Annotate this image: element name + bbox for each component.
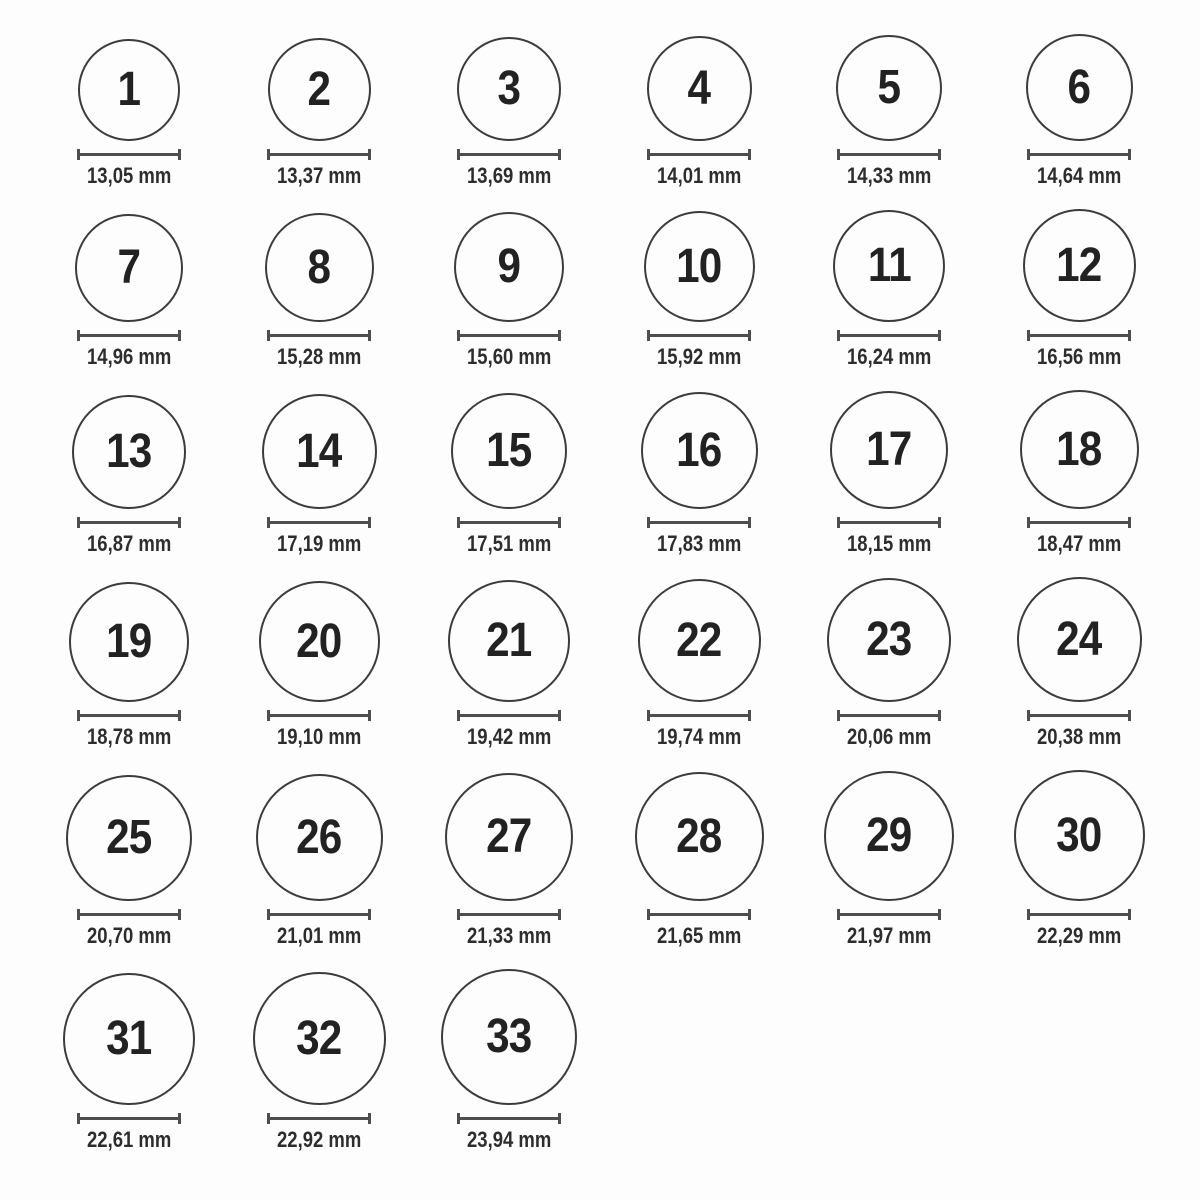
ring-size-item: [984, 770, 1174, 947]
diameter-label: 15,60 mm: [466, 344, 552, 369]
diameter-measure-line: [1027, 909, 1131, 920]
ring-size-item: [604, 211, 794, 368]
ring-circle: [445, 773, 573, 901]
ring-size-number: 9: [497, 240, 521, 293]
ring-circle: [824, 771, 954, 901]
ring-size-item: [414, 37, 604, 187]
ring-circle: [647, 36, 752, 141]
diameter-measure-line: [457, 909, 561, 920]
ring-size-number: 11: [867, 239, 911, 292]
diameter-label: 17,19 mm: [276, 531, 362, 556]
ring-size-item: [604, 772, 794, 947]
ring-size-item: [984, 34, 1174, 187]
diameter-measure-line: [647, 909, 751, 920]
diameter-measure-line: [457, 330, 561, 341]
ring-size-number: 17: [866, 423, 912, 476]
ring-circle: [66, 775, 192, 901]
chart-row: [34, 969, 1174, 1151]
diameter-label: 17,83 mm: [656, 531, 742, 556]
ring-size-item: [224, 972, 414, 1151]
ring-circle: [635, 772, 764, 901]
ring-circle: [75, 214, 183, 322]
ring-size-item: [34, 775, 224, 947]
diameter-label: 15,92 mm: [656, 344, 742, 369]
diameter-label: 18,47 mm: [1036, 531, 1122, 556]
ring-size-number: 24: [1056, 612, 1102, 666]
diameter-measure-line: [77, 330, 181, 341]
ring-circle: [265, 213, 374, 322]
diameter-measure-line: [77, 149, 181, 160]
ring-circle: [1020, 390, 1139, 509]
diameter-label: 20,70 mm: [86, 923, 172, 948]
diameter-label: 22,61 mm: [86, 1127, 172, 1152]
diameter-label: 21,97 mm: [846, 923, 932, 948]
diameter-measure-line: [837, 909, 941, 920]
diameter-label: 21,01 mm: [276, 923, 362, 948]
diameter-measure-line: [77, 1113, 181, 1124]
ring-size-number: 12: [1056, 238, 1102, 292]
diameter-label: 16,24 mm: [846, 344, 932, 369]
chart-row: [34, 770, 1174, 947]
ring-size-number: 2: [307, 62, 331, 116]
diameter-label: 13,69 mm: [466, 163, 552, 188]
ring-circle: [72, 395, 186, 509]
ring-circle: [268, 38, 371, 141]
ring-circle: [451, 393, 567, 509]
ring-circle: [259, 581, 380, 702]
ring-size-number: 31: [106, 1012, 152, 1065]
ring-size-item: [984, 577, 1174, 748]
diameter-measure-line: [77, 517, 181, 528]
chart-row: [34, 390, 1174, 555]
diameter-measure-line: [837, 710, 941, 721]
ring-size-item: [34, 395, 224, 555]
ring-size-item: [414, 773, 604, 947]
ring-size-number: 14: [296, 424, 342, 478]
ring-size-item: [794, 210, 984, 368]
ring-size-number: 29: [866, 809, 912, 862]
diameter-label: 15,28 mm: [276, 344, 362, 369]
ring-size-item: [34, 39, 224, 187]
diameter-label: 19,10 mm: [276, 724, 362, 749]
chart-row: [34, 34, 1174, 187]
ring-circle: [641, 392, 758, 509]
diameter-measure-line: [1027, 149, 1131, 160]
diameter-measure-line: [457, 710, 561, 721]
ring-circle: [78, 39, 180, 141]
diameter-measure-line: [457, 149, 561, 160]
ring-size-item: [224, 774, 414, 947]
diameter-label: 14,64 mm: [1036, 163, 1122, 188]
ring-circle: [262, 394, 377, 509]
diameter-measure-line: [837, 517, 941, 528]
ring-circle: [1017, 577, 1142, 702]
ring-circle: [1023, 209, 1136, 322]
ring-size-item: [414, 212, 604, 368]
ring-size-number: 5: [877, 61, 901, 114]
ring-size-item: [34, 214, 224, 368]
ring-size-item: [224, 581, 414, 748]
ring-circle: [256, 774, 383, 901]
diameter-label: 22,29 mm: [1036, 923, 1122, 948]
ring-circle: [253, 972, 386, 1105]
diameter-measure-line: [267, 517, 371, 528]
ring-size-number: 22: [676, 613, 722, 667]
ring-size-number: 33: [486, 1010, 532, 1063]
diameter-measure-line: [647, 710, 751, 721]
diameter-label: 14,33 mm: [846, 163, 932, 188]
ring-size-number: 18: [1056, 422, 1102, 476]
ring-size-number: 10: [676, 239, 722, 293]
diameter-label: 13,05 mm: [86, 163, 172, 188]
ring-circle: [448, 580, 570, 702]
ring-size-item: [984, 390, 1174, 555]
ring-size-number: 25: [106, 811, 152, 864]
diameter-measure-line: [267, 1113, 371, 1124]
ring-size-number: 7: [117, 241, 141, 294]
diameter-measure-line: [837, 330, 941, 341]
chart-row: [34, 577, 1174, 748]
ring-size-item: [414, 969, 604, 1151]
diameter-measure-line: [457, 517, 561, 528]
diameter-label: 19,42 mm: [466, 724, 552, 749]
ring-size-number: 6: [1067, 60, 1091, 114]
diameter-label: 14,96 mm: [86, 344, 172, 369]
ring-size-number: 16: [676, 423, 722, 477]
diameter-measure-line: [837, 149, 941, 160]
diameter-label: 22,92 mm: [276, 1127, 362, 1152]
ring-size-number: 1: [117, 63, 141, 116]
diameter-label: 20,06 mm: [846, 724, 932, 749]
ring-circle: [830, 391, 948, 509]
ring-size-item: [794, 771, 984, 947]
diameter-label: 16,56 mm: [1036, 344, 1122, 369]
ring-size-number: 26: [296, 810, 342, 864]
ring-size-number: 19: [106, 615, 152, 668]
diameter-label: 21,65 mm: [656, 923, 742, 948]
diameter-measure-line: [1027, 517, 1131, 528]
ring-size-item: [604, 579, 794, 748]
diameter-label: 18,15 mm: [846, 531, 932, 556]
ring-size-item: [794, 391, 984, 555]
ring-size-item: [604, 36, 794, 187]
diameter-measure-line: [1027, 710, 1131, 721]
ring-size-number: 8: [307, 240, 331, 294]
diameter-measure-line: [1027, 330, 1131, 341]
ring-size-item: [414, 580, 604, 748]
diameter-measure-line: [267, 710, 371, 721]
diameter-label: 21,33 mm: [466, 923, 552, 948]
ring-circle: [1026, 34, 1133, 141]
diameter-label: 23,94 mm: [466, 1127, 552, 1152]
ring-size-number: 28: [676, 809, 722, 863]
diameter-measure-line: [77, 909, 181, 920]
diameter-measure-line: [77, 710, 181, 721]
ring-size-number: 23: [866, 613, 912, 666]
diameter-label: 18,78 mm: [86, 724, 172, 749]
ring-size-number: 15: [486, 424, 532, 477]
diameter-label: 13,37 mm: [276, 163, 362, 188]
ring-size-item: [414, 393, 604, 555]
diameter-measure-line: [267, 909, 371, 920]
diameter-measure-line: [457, 1113, 561, 1124]
ring-size-item: [224, 213, 414, 368]
ring-size-number: 32: [296, 1011, 342, 1065]
diameter-measure-line: [647, 330, 751, 341]
diameter-label: 17,51 mm: [466, 531, 552, 556]
ring-size-number: 3: [497, 62, 521, 115]
ring-size-item: [224, 394, 414, 555]
ring-size-number: 20: [296, 614, 342, 668]
diameter-label: 16,87 mm: [86, 531, 172, 556]
ring-circle: [69, 582, 189, 702]
ring-circle: [836, 35, 942, 141]
ring-circle: [644, 211, 755, 322]
ring-circle: [63, 973, 195, 1105]
chart-row: [34, 209, 1174, 368]
ring-circle: [1014, 770, 1145, 901]
diameter-label: 19,74 mm: [656, 724, 742, 749]
diameter-label: 20,38 mm: [1036, 724, 1122, 749]
ring-circle: [441, 969, 577, 1105]
ring-circle: [457, 37, 561, 141]
ring-size-number: 4: [687, 61, 711, 115]
ring-size-item: [984, 209, 1174, 368]
ring-circle: [454, 212, 564, 322]
diameter-measure-line: [647, 517, 751, 528]
diameter-label: 14,01 mm: [656, 163, 742, 188]
diameter-measure-line: [267, 330, 371, 341]
diameter-measure-line: [267, 149, 371, 160]
ring-size-number: 30: [1056, 808, 1102, 862]
ring-size-item: [794, 578, 984, 748]
ring-size-number: 13: [106, 425, 152, 478]
ring-circle: [833, 210, 945, 322]
ring-size-item: [224, 38, 414, 187]
diameter-measure-line: [647, 149, 751, 160]
ring-circle: [827, 578, 951, 702]
ring-size-item: [794, 35, 984, 187]
ring-size-item: [34, 582, 224, 748]
ring-size-item: [604, 392, 794, 555]
ring-size-item: [34, 973, 224, 1151]
ring-circle: [638, 579, 761, 702]
ring-size-number: 27: [486, 810, 532, 863]
ring-size-number: 21: [486, 614, 532, 667]
